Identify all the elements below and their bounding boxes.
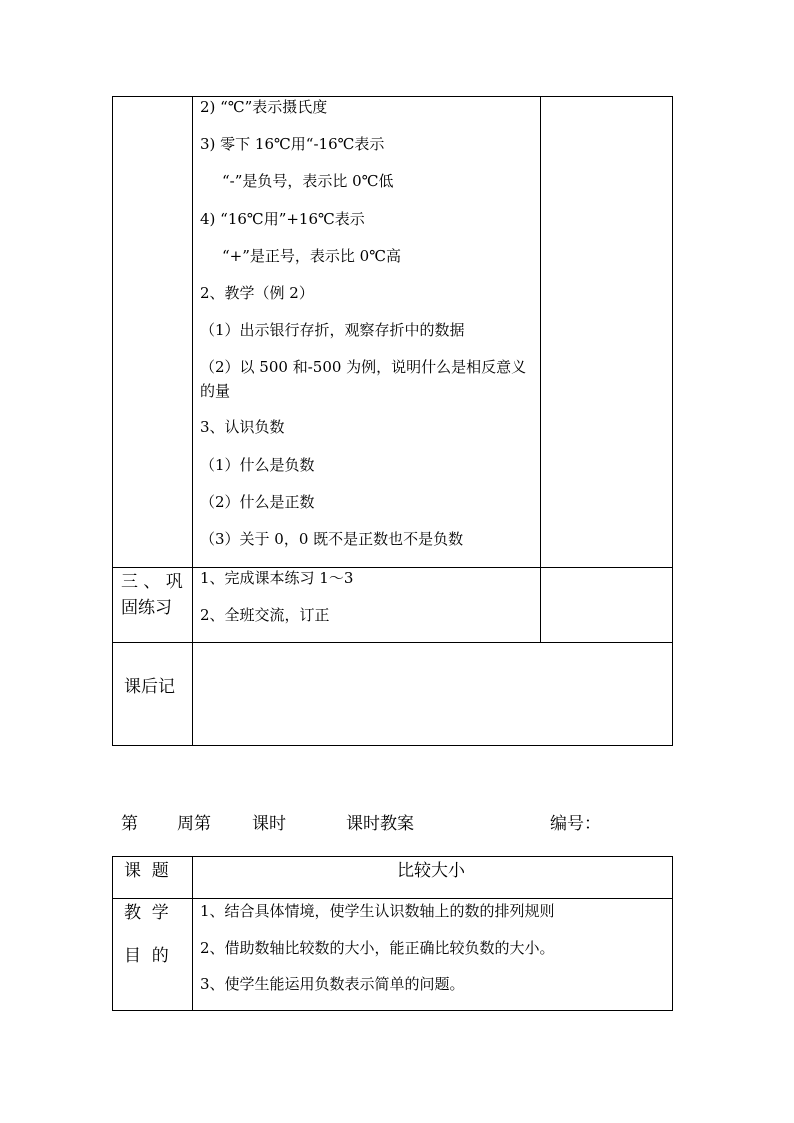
after-class-label: 课后记 — [124, 677, 175, 697]
teaching-line: 3) 零下 16℃用“-16℃表示 — [200, 135, 385, 153]
teaching-line: （1）什么是负数 — [200, 456, 315, 474]
goal-line: 2、借助数轴比较数的大小，能正确比较负数的大小。 — [200, 939, 555, 957]
table2-bottom-border — [112, 1010, 673, 1011]
practice-heading: 三 、 巩 — [121, 572, 183, 592]
week-suffix: 周第 — [177, 814, 211, 834]
teaching-line: （2）以 500 和-500 为例，说明什么是相反意义 — [200, 358, 527, 376]
week-prefix: 第 — [121, 814, 138, 834]
practice-line: 2、全班交流，订正 — [200, 606, 330, 624]
teaching-line: 3、认识负数 — [200, 418, 285, 436]
table1-row-divider — [112, 642, 673, 643]
teaching-line: 2) “℃”表示摄氏度 — [200, 98, 328, 116]
practice-line: 1、完成课本练习 1～3 — [200, 569, 354, 587]
teaching-line: “-”是负号，表示比 0℃低 — [222, 172, 394, 190]
teaching-line: 2、教学（例 2） — [200, 284, 314, 302]
table2-top-border — [112, 856, 673, 857]
plan-title: 课时教案 — [346, 814, 414, 834]
table2-col-divider — [192, 856, 193, 1011]
teaching-line: （2）什么是正数 — [200, 493, 315, 511]
table2-row-divider — [112, 898, 673, 899]
teaching-line: “+”是正号，表示比 0℃高 — [222, 247, 401, 265]
period-label: 课时 — [252, 814, 286, 834]
goal-label: 目 的 — [124, 946, 169, 966]
practice-heading: 固练习 — [121, 598, 172, 618]
teaching-line: （1）出示银行存折，观察存折中的数据 — [200, 321, 465, 339]
table1-row-divider — [112, 567, 673, 568]
goal-line: 1、结合具体情境，使学生认识数轴上的数的排列规则 — [200, 902, 555, 920]
goal-line: 3、使学生能运用负数表示简单的问题。 — [200, 975, 465, 993]
table1-bottom-border — [112, 745, 673, 746]
teaching-line: 4) “16℃用”+16℃表示 — [200, 210, 365, 228]
table1-col-divider — [540, 96, 541, 643]
goal-label: 教 学 — [124, 903, 169, 923]
table1-right-border — [672, 96, 673, 746]
table1-col-divider — [192, 96, 193, 746]
topic-value: 比较大小 — [397, 861, 465, 881]
table1-left-border — [112, 96, 113, 746]
topic-label: 课 题 — [124, 861, 169, 881]
table2-left-border — [112, 856, 113, 1011]
number-label: 编号： — [550, 814, 601, 834]
table2-right-border — [672, 856, 673, 1011]
teaching-line: （3）关于 0，0 既不是正数也不是负数 — [200, 530, 464, 548]
teaching-line: 的量 — [200, 382, 231, 400]
table1-top-border — [112, 96, 673, 97]
